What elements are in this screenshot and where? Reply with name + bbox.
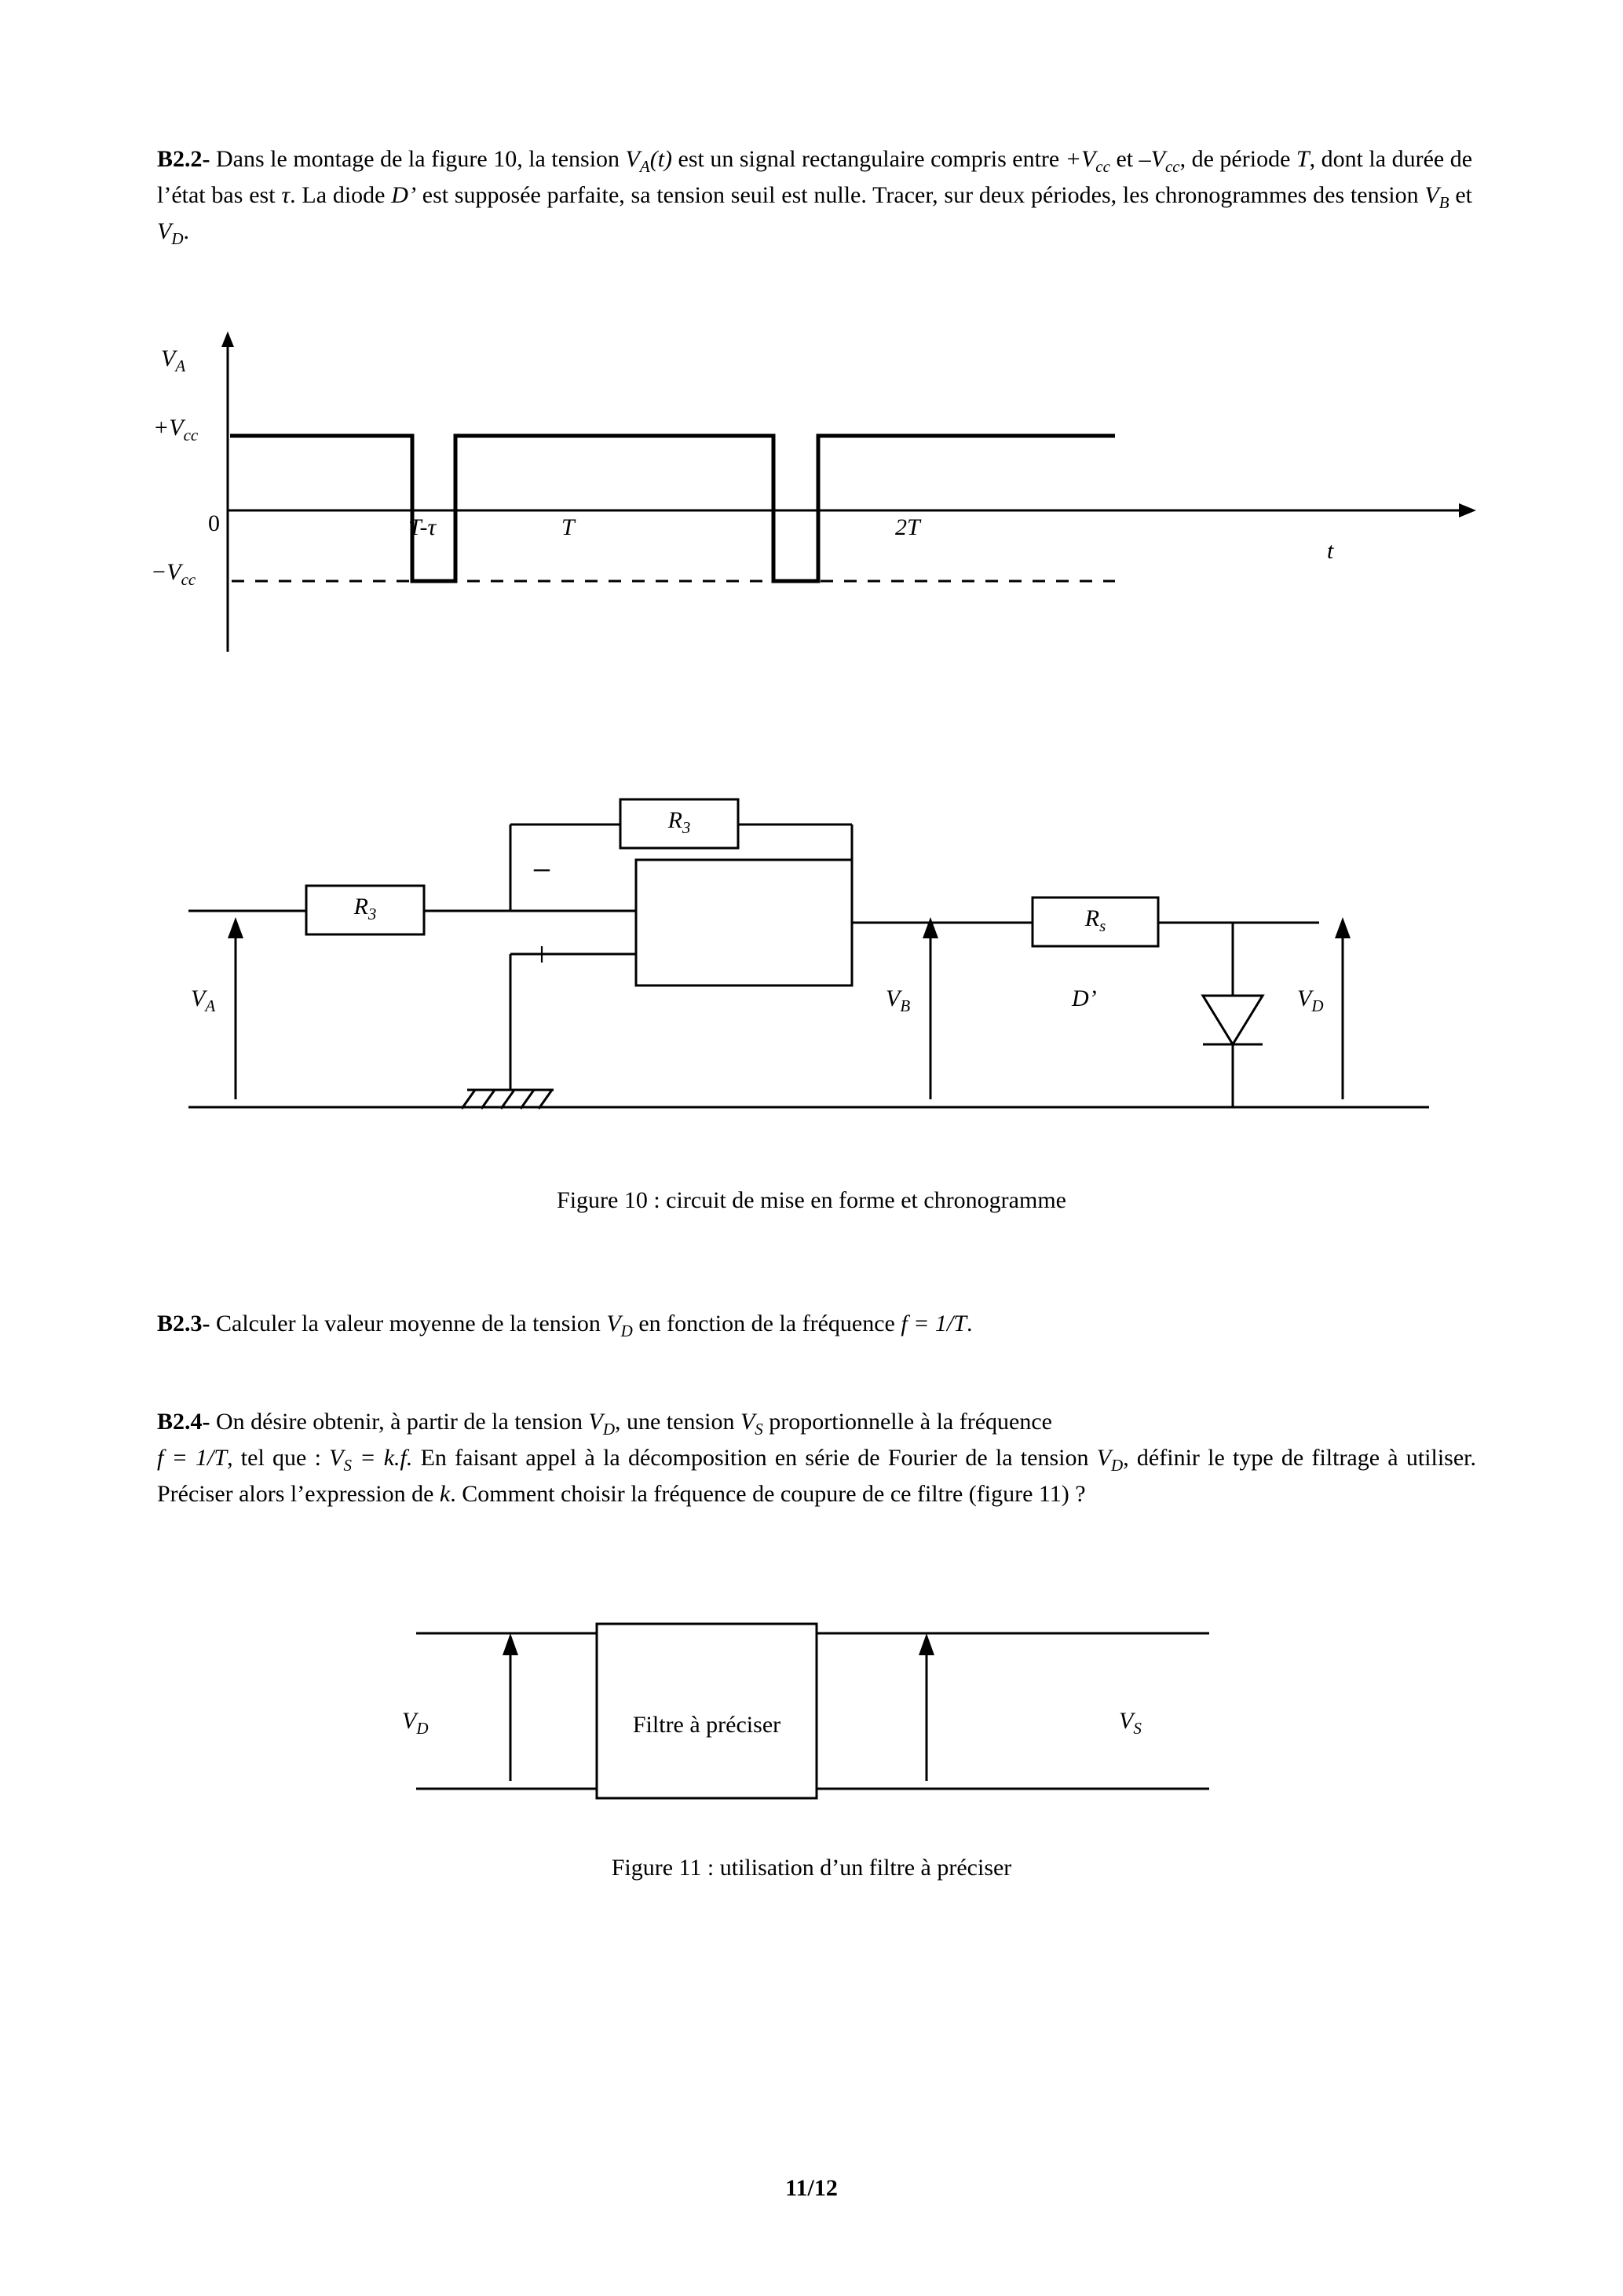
paragraph-b2-3-label: B2.3- (157, 1311, 210, 1336)
chronogram-figure (141, 330, 1508, 667)
resistor-series-label: $R_s$ (1084, 905, 1106, 935)
paragraph-b2-3-text: Calculer la valeur moyenne de la tension $V_D$ en fonction de la fréquence f = 1/T. (210, 1311, 973, 1340)
resistor-input-label: $R_3$ (353, 894, 377, 923)
opamp-plus-label: + (532, 935, 552, 974)
paragraph-b2-4-label: B2.4- (157, 1409, 210, 1435)
figure-10-caption: Figure 10 : circuit de mise en forme et chronogramme (557, 1187, 1066, 1213)
chronogram-tick-t-minus-tau: T-τ (408, 514, 437, 540)
paragraph-b2-2-label: B2.2- (157, 146, 210, 172)
chronogram-x-axis-label: t (1327, 538, 1334, 564)
paragraph-b2-3 (157, 1307, 1472, 1344)
chronogram-tick-2t: 2T (895, 514, 920, 540)
chronogram-tick-t: T (561, 514, 575, 540)
node-label-va: $V_A$ (191, 985, 216, 1015)
circuit-figure (141, 793, 1508, 1162)
paragraph-b2-2-text: Dans le montage de la figure 10, la tension $V_A(t)$ est un signal rectangulaire compris entre $+V_{cc}$ et $-V_{cc}$, de période T, dont la durée de l’état bas est τ. La diode D’ est supposée parfaite, sa tension seuil est nulle. Tracer, sur deux périodes, les chronogrammes des tension $V_B$ et $V_D$. (157, 146, 1473, 248)
filter-block-label: Filtre à préciser (632, 1712, 781, 1738)
figure-11-caption: Figure 11 : utilisation d’un filtre à préciser (611, 1855, 1012, 1881)
paragraph-b2-2 (157, 143, 1472, 250)
chronogram-y-axis-label: $V_A$ (161, 345, 186, 375)
page-number: 11/12 (785, 2175, 838, 2201)
chronogram-origin-label: 0 (208, 510, 220, 536)
chronogram-low-level-label: $-V_{cc}$ (151, 559, 196, 589)
chronogram-high-level-label: $+V_{cc}$ (153, 415, 199, 444)
paragraph-b2-4-text: On désire obtenir, à partir de la tension $V_D$, une tension $V_S$ proportionnelle à la fréquence f = 1/T, tel que : $V_S = k.f$. En faisant appel à la décomposition en série de Fourier de la tension $V_D$, définir le type de filtrage à utiliser. Préciser alors l’expression de k. Comment choisir la fréquence de coupure de ce filtre (figure 11) ? (157, 1409, 1477, 1507)
opamp-minus-label: − (532, 851, 552, 890)
filter-output-label: $V_S$ (1119, 1708, 1142, 1738)
diode-label: D’ (1072, 985, 1097, 1011)
node-label-vd: $V_D$ (1297, 985, 1324, 1015)
resistor-feedback-label: $R_3$ (667, 807, 691, 837)
node-label-vb: $V_B$ (886, 985, 911, 1015)
filter-input-label: $V_D$ (402, 1708, 429, 1738)
paragraph-b2-4 (157, 1406, 1476, 1511)
